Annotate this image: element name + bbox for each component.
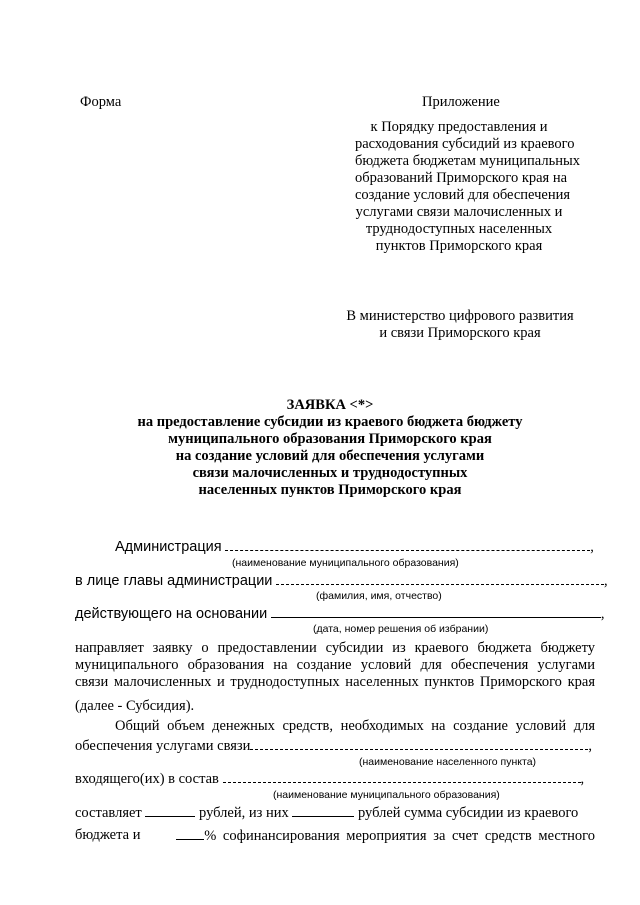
- request-last: (далее - Субсидия).: [75, 698, 195, 714]
- comma: ,: [604, 573, 608, 589]
- fio-field[interactable]: [276, 572, 604, 585]
- order-line: услугами связи малочисленных и: [355, 204, 563, 220]
- basis-label: действующего на основании: [75, 606, 268, 622]
- title-main: ЗАЯВКА <*>: [286, 397, 374, 413]
- document-title: [100, 397, 560, 499]
- order-line: к Порядку предоставления и: [370, 119, 548, 135]
- addressee: [330, 308, 590, 342]
- municipality-field[interactable]: [225, 538, 590, 551]
- title-line: на предоставление субсидии из краевого бюджета бюджету: [137, 414, 523, 430]
- provision-label: обеспечения услугами связи: [75, 738, 251, 754]
- administration-label: Администрация: [115, 539, 222, 555]
- comma: ,: [588, 738, 593, 754]
- budget-prefix: бюджета и: [75, 827, 141, 843]
- order-line: создание условий для обеспечения: [355, 187, 571, 203]
- order-line: образований Приморского края на: [355, 170, 568, 186]
- request-paragraph: [75, 640, 595, 691]
- form-label: Форма: [80, 94, 122, 110]
- included-row: [75, 770, 584, 788]
- comma: ,: [580, 771, 585, 787]
- amount-suffix: рублей сумма субсидии из краевого: [357, 805, 579, 821]
- total-amount-field[interactable]: [145, 804, 195, 817]
- appendix-label: Приложение: [422, 94, 500, 110]
- amount-mid: рублей, из них: [199, 805, 289, 821]
- request-line: муниципального образования на создание условий для обеспечения услугами: [75, 657, 595, 673]
- addressee-line: и связи Приморского края: [379, 325, 541, 341]
- request-line: связи малочисленных и труднодоступных населенных пунктов Приморского края: [75, 674, 595, 690]
- basis-row: [75, 605, 604, 623]
- cofinancing-percent-field[interactable]: [176, 827, 204, 840]
- addressee-line: В министерство цифрового развития: [346, 308, 574, 324]
- budget-row: [75, 827, 595, 845]
- hint-settlement: (наименование населенного пункта): [359, 756, 537, 768]
- total-line: Общий объем денежных средств, необходимых на создание условий для: [115, 718, 595, 734]
- decision-field[interactable]: [271, 605, 601, 618]
- comma: ,: [590, 539, 594, 555]
- hint-municipality-2: (наименование муниципального образования): [273, 789, 500, 801]
- order-reference: [355, 119, 580, 255]
- provision-row: [75, 737, 592, 755]
- amount-prefix: составляет: [75, 805, 142, 821]
- head-row: [75, 572, 608, 590]
- subsidy-amount-field[interactable]: [292, 804, 354, 817]
- request-line: направляет заявку о предоставлении субсидии из краевого бюджета бюджету: [75, 640, 595, 656]
- title-line: связи малочисленных и труднодоступных: [192, 465, 468, 481]
- administration-row: [115, 538, 594, 556]
- budget-suffix: % софинансирования мероприятия за счет средств местного: [204, 828, 595, 844]
- hint-municipality: (наименование муниципального образования): [232, 557, 459, 569]
- order-line: пунктов Приморского края: [375, 238, 543, 254]
- order-line: труднодоступных населенных: [365, 221, 553, 237]
- hint-fio: (фамилия, имя, отчество): [316, 590, 442, 602]
- head-label: в лице главы администрации: [75, 573, 273, 589]
- settlement-field[interactable]: [250, 737, 588, 750]
- title-line: населенных пунктов Приморского края: [198, 482, 462, 498]
- title-line: муниципального образования Приморского края: [168, 431, 492, 447]
- order-line: расходования субсидий из краевого: [355, 136, 575, 152]
- order-line: бюджета бюджетам муниципальных: [355, 153, 580, 169]
- included-label: входящего(их) в состав: [75, 771, 219, 787]
- hint-decision: (дата, номер решения об избрании): [313, 623, 489, 635]
- amount-row: [75, 804, 578, 822]
- municipality2-field[interactable]: [223, 770, 581, 783]
- title-line: на создание условий для обеспечения услугами: [175, 448, 485, 464]
- comma: ,: [600, 606, 605, 622]
